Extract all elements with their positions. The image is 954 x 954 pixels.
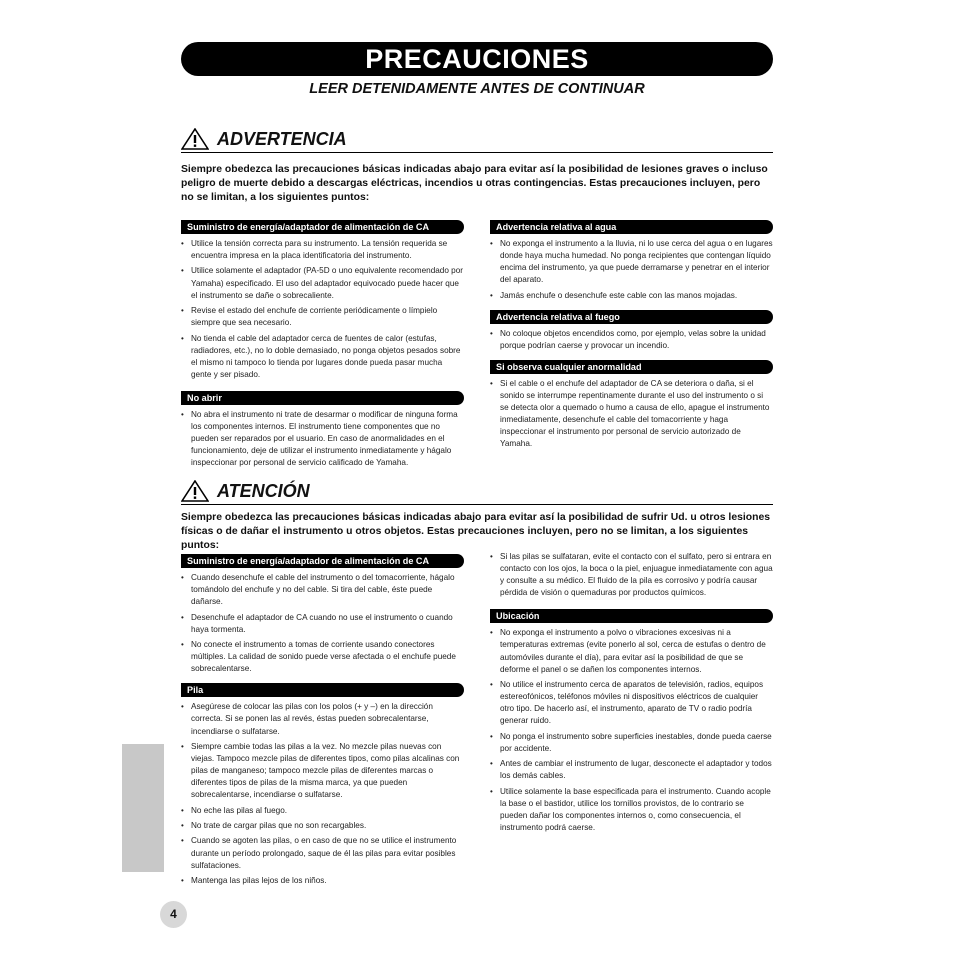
list-item: • Antes de cambiar el instrumento de lugar, desconecte el adaptador y todos los demás cables. xyxy=(490,759,772,781)
list-item: • No coloque objetos encendidos como, por ejemplo, velas sobre la unidad porque podrían caerse y provocar un incendio. xyxy=(490,328,766,350)
list-item: • Utilice solamente la base especificada para el instrumento. Cuando acople la base o el bastidor, utilice los tornillos provistos, de lo contrario se pueden dañar los componentes internos o, como consecuencia, el instrumento podrá caerse. xyxy=(490,786,771,832)
list-item: • No conecte el instrumento a tomas de corriente usando conectores múltiples. La calidad de sonido puede verse afectada o el enchufe puede sobrecalentarse. xyxy=(181,640,456,674)
page-subtitle: LEER DETENIDAMENTE ANTES DE CONTINUAR xyxy=(309,81,645,97)
section-title: Suministro de energía/adaptador de alimentación de CA xyxy=(181,554,464,568)
list-item: • Revise el estado del enchufe de corriente periódicamente o límpielo siempre que sea necesario. xyxy=(181,306,438,328)
atencion-heading xyxy=(181,480,773,505)
list-item: • Cuando se agoten las pilas, o en caso de que no se utilice el instrumento durante un período prolongado, saque de él las pilas para evitar posibles sulfataciones. xyxy=(181,836,457,870)
section-no-abrir xyxy=(181,391,464,469)
section-pila xyxy=(181,683,464,887)
page-title: PRECAUCIONES xyxy=(181,42,773,76)
section-title: Advertencia relativa al agua xyxy=(490,220,773,234)
section-suministro xyxy=(181,220,464,381)
list-item: • Desenchufe el adaptador de CA cuando no use el instrumento o cuando haya tormenta. xyxy=(181,612,453,634)
page-number: 4 xyxy=(160,901,187,928)
section-agua xyxy=(490,220,773,302)
advertencia-left-column xyxy=(181,220,464,473)
language-side-tab xyxy=(122,744,164,872)
list-item: • No ponga el instrumento sobre superficies inestables, donde pueda caerse por accidente. xyxy=(490,731,772,753)
list-item: • Utilice solamente el adaptador (PA-5D o uno equivalente recomendado por Yamaha) especificado. El uso del adaptador equivocado puede hacer que el instrumento se dañe o sobrecaliente. xyxy=(181,266,464,300)
section-title: Si observa cualquier anormalidad xyxy=(490,360,773,374)
advertencia-heading xyxy=(181,128,773,153)
atencion-right-column xyxy=(490,551,773,837)
list-item: • No abra el instrumento ni trate de desarmar o modificar de ninguna forma los componentes internos. El instrumento tiene componentes que no pueden ser reparados por el usuario. En caso de anormalidades en el funcionamiento, deje de utilizar el instrumento inmediatamente y hágalo inspeccionar por personal de servicio calificado de Yamaha. xyxy=(181,409,458,468)
warning-triangle-icon xyxy=(181,128,209,150)
list-item: • Si el cable o el enchufe del adaptador de CA se deteriora o daña, si el sonido se interrumpe repentinamente durante el uso del instrumento o si se detecta olor a quemado o humo a causa de ello, apague el instrumento inmediatamente, desenchufe el cable del tomacorriente y haga inspeccionar el instrumento por personal de servicio autorizado de Yamaha. xyxy=(490,378,770,449)
advertencia-right-column xyxy=(490,220,773,454)
section-title: Advertencia relativa al fuego xyxy=(490,310,773,324)
section-ubicacion xyxy=(490,609,773,834)
list-item: • Asegúrese de colocar las pilas con los polos (+ y –) en la dirección correcta. Si se ponen las al revés, éstas pueden sobrecalentarse, incendiarse o sulfatarse. xyxy=(181,702,433,736)
atencion-title: ATENCIÓN xyxy=(217,481,310,501)
advertencia-intro: Siempre obedezca las precauciones básicas indicadas abajo para evitar así la posibilidad de lesiones graves o incluso peligro de muerte debido a descargas eléctricas, incendios u otras contingencias. Estas precauciones incluyen, pero no se limitan, a los siguientes puntos: xyxy=(181,164,768,203)
atencion-left-column xyxy=(181,554,464,890)
warning-triangle-icon xyxy=(181,480,209,502)
list-item: • No trate de cargar pilas que no son recargables. xyxy=(181,821,367,831)
list-item: • No utilice el instrumento cerca de aparatos de televisión, radios, equipos estereofónicos, teléfonos móviles ni dispositivos eléctricos de cualquier otro tipo. De hacerlo así, el instrumento, aparato de TV o radio podría generar ruido. xyxy=(490,680,764,726)
advertencia-title: ADVERTENCIA xyxy=(217,129,347,149)
list-item: • No exponga el instrumento a la lluvia, ni lo use cerca del agua o en lugares donde haya mucha humedad. No ponga recipientes que contengan líquido encima del instrumento, ya que puede derramarse y penetrar en el interior del aparato. xyxy=(490,239,773,285)
list-item: • Jamás enchufe o desenchufe este cable con las manos mojadas. xyxy=(490,290,738,300)
list-item: • No exponga el instrumento a polvo o vibraciones excesivas ni a temperaturas extremas (evite ponerlo al sol, cerca de estufas o dentro de automóviles durante el día), para evitar así la posibilidad de que se deforme el panel o se dañen los componentes internos. xyxy=(490,628,766,674)
list-item: • Utilice la tensión correcta para su instrumento. La tensión requerida se encuentra impresa en la placa identificatoria del instrumento. xyxy=(181,239,448,261)
list-item: • Mantenga las pilas lejos de los niños. xyxy=(181,876,327,886)
list-item: • Si las pilas se sulfataran, evite el contacto con el sulfato, pero si entrara en contacto con los ojos, la boca o la piel, enjuague inmediatamente con agua y consulte a su médico. El fluido de la pila es corrosivo y podría causar pérdida de visión o quemaduras por productos químicos. xyxy=(490,552,773,598)
section-title: Pila xyxy=(181,683,464,697)
section-suministro xyxy=(181,554,464,675)
section-title: No abrir xyxy=(181,391,464,405)
section-title: Suministro de energía/adaptador de alimentación de CA xyxy=(181,220,464,234)
list-item: • Siempre cambie todas las pilas a la vez. No mezcle pilas nuevas con viejas. Tampoco mezcle pilas de diferentes tipos, como pilas alcalinas con pilas de manganeso; tampoco mezcle pilas de diferentes marcas o diferentes tipos de pilas de la misma marca, ya que pueden sobrecalentarse, incendiarse o sulfatarse. xyxy=(181,741,460,800)
section-fuego xyxy=(490,310,773,352)
pila-continuation xyxy=(490,551,773,599)
atencion-intro: Siempre obedezca las precauciones básicas indicadas abajo para evitar así la posibilidad de sufrir Ud. u otros lesiones físicas o de dañar el instrumento u otros objetos. Estas precauciones incluyen, pero no se limitan, a los siguientes puntos: xyxy=(181,512,771,551)
list-item: • No tienda el cable del adaptador cerca de fuentes de calor (estufas, radiadores, etc.), no lo doble demasiado, no ponga objetos pesados sobre el mismo ni tampoco lo tienda por lugares donde pueda pasar mucha gente y ser pisado. xyxy=(181,333,461,379)
list-item: • Cuando desenchufe el cable del instrumento o del tomacorriente, hágalo tomándolo del enchufe y no del cable. Si tira del cable, éste puede dañarse. xyxy=(181,573,455,607)
list-item: • No eche las pilas al fuego. xyxy=(181,805,288,815)
section-title: Ubicación xyxy=(490,609,773,623)
section-anormalidad xyxy=(490,360,773,451)
